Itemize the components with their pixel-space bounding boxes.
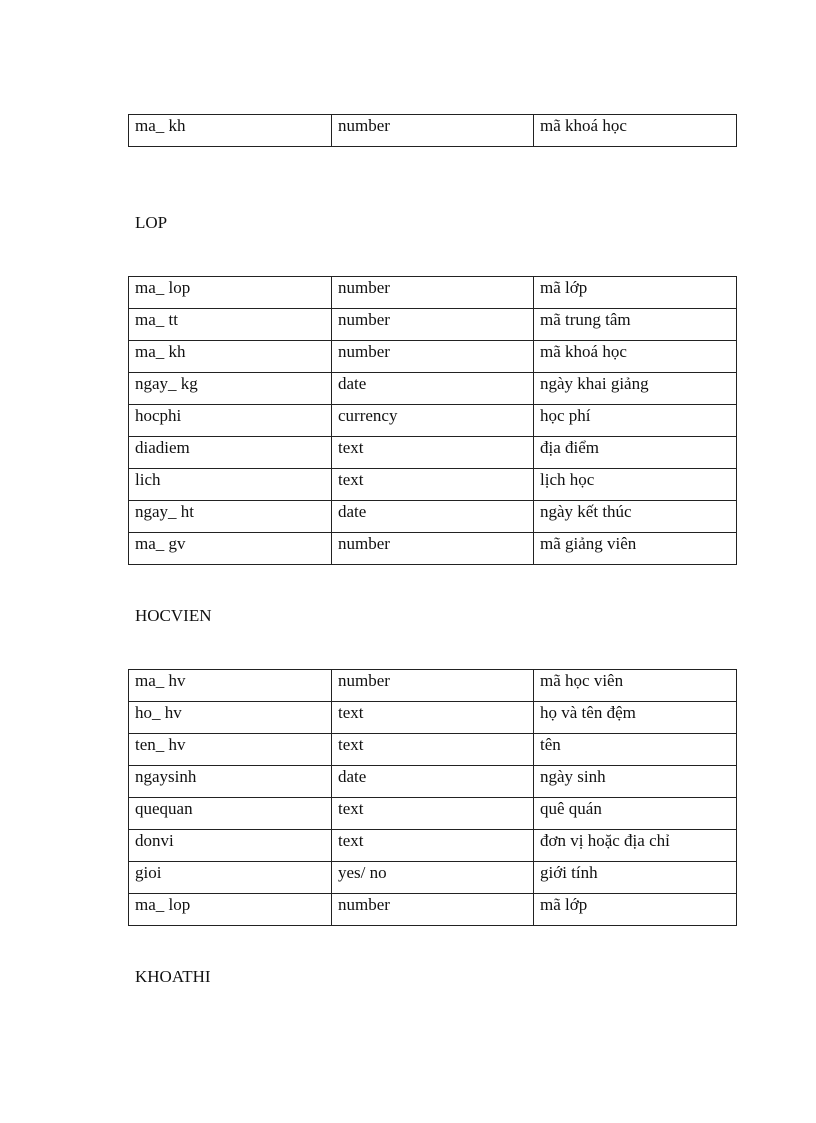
field-type-cell: number xyxy=(332,309,534,341)
field-type-cell: number xyxy=(332,533,534,565)
field-type-cell: text xyxy=(332,830,534,862)
field-name-cell: ma_ kh xyxy=(129,341,332,373)
field-name-cell: ngay_ ht xyxy=(129,501,332,533)
field-name-cell: quequan xyxy=(129,798,332,830)
field-description-cell: quê quán xyxy=(534,798,737,830)
field-name-cell: ma_ lop xyxy=(129,277,332,309)
field-description-cell: mã khoá học xyxy=(534,115,737,147)
field-description-cell: ngày kết thúc xyxy=(534,501,737,533)
table-row xyxy=(129,309,737,341)
field-name-cell: ma_ gv xyxy=(129,533,332,565)
field-name-cell: hocphi xyxy=(129,405,332,437)
field-name-cell: diadiem xyxy=(129,437,332,469)
field-type-cell: text xyxy=(332,798,534,830)
field-name-cell: ten_ hv xyxy=(129,734,332,766)
khoahoc-fragment-table xyxy=(128,114,737,147)
khoathi-heading: KHOATHI xyxy=(135,967,211,986)
field-name-cell: lich xyxy=(129,469,332,501)
field-type-cell: currency xyxy=(332,405,534,437)
field-description-cell: đơn vị hoặc địa chỉ xyxy=(534,830,737,862)
table-row xyxy=(129,469,737,501)
table-row xyxy=(129,766,737,798)
field-type-cell: number xyxy=(332,277,534,309)
table-row xyxy=(129,115,737,147)
table-row xyxy=(129,862,737,894)
field-description-cell: mã học viên xyxy=(534,670,737,702)
table-row xyxy=(129,670,737,702)
lop-table xyxy=(128,276,737,565)
field-type-cell: yes/ no xyxy=(332,862,534,894)
field-name-cell: ngaysinh xyxy=(129,766,332,798)
field-description-cell: học phí xyxy=(534,405,737,437)
table-row xyxy=(129,405,737,437)
field-description-cell: ngày sinh xyxy=(534,766,737,798)
table-row xyxy=(129,798,737,830)
field-type-cell: date xyxy=(332,373,534,405)
field-type-cell: number xyxy=(332,341,534,373)
field-type-cell: number xyxy=(332,670,534,702)
field-description-cell: mã khoá học xyxy=(534,341,737,373)
table-row xyxy=(129,501,737,533)
table-row xyxy=(129,341,737,373)
field-description-cell: giới tính xyxy=(534,862,737,894)
hocvien-heading: HOCVIEN xyxy=(135,606,212,625)
table-row xyxy=(129,373,737,405)
field-description-cell: lịch học xyxy=(534,469,737,501)
field-description-cell: mã lớp xyxy=(534,277,737,309)
table-row xyxy=(129,702,737,734)
field-type-cell: number xyxy=(332,115,534,147)
hocvien-table xyxy=(128,669,737,926)
field-type-cell: text xyxy=(332,734,534,766)
lop-heading: LOP xyxy=(135,213,168,232)
field-type-cell: text xyxy=(332,702,534,734)
field-name-cell: ma_ tt xyxy=(129,309,332,341)
field-name-cell: ma_ kh xyxy=(129,115,332,147)
field-description-cell: ngày khai giảng xyxy=(534,373,737,405)
table-row xyxy=(129,734,737,766)
table-row xyxy=(129,533,737,565)
field-name-cell: ho_ hv xyxy=(129,702,332,734)
field-type-cell: date xyxy=(332,501,534,533)
field-type-cell: date xyxy=(332,766,534,798)
field-name-cell: ma_ lop xyxy=(129,894,332,926)
field-type-cell: text xyxy=(332,437,534,469)
field-description-cell: mã trung tâm xyxy=(534,309,737,341)
field-name-cell: ngay_ kg xyxy=(129,373,332,405)
table-row xyxy=(129,437,737,469)
field-description-cell: mã giảng viên xyxy=(534,533,737,565)
field-name-cell: donvi xyxy=(129,830,332,862)
table-row xyxy=(129,830,737,862)
table-row xyxy=(129,894,737,926)
field-description-cell: mã lớp xyxy=(534,894,737,926)
field-description-cell: tên xyxy=(534,734,737,766)
field-type-cell: number xyxy=(332,894,534,926)
field-name-cell: gioi xyxy=(129,862,332,894)
field-type-cell: text xyxy=(332,469,534,501)
field-name-cell: ma_ hv xyxy=(129,670,332,702)
field-description-cell: họ và tên đệm xyxy=(534,702,737,734)
field-description-cell: địa điểm xyxy=(534,437,737,469)
table-row xyxy=(129,277,737,309)
